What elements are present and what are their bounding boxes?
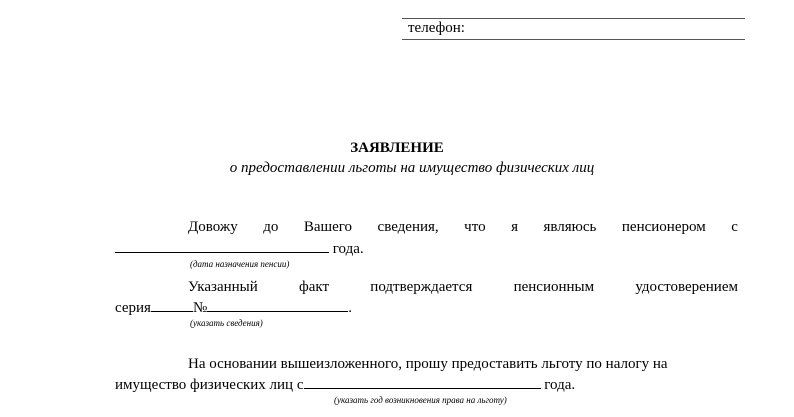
paragraph2-line2 (115, 298, 352, 317)
phone-label: телефон: (408, 20, 465, 36)
p1-word: Вашего (303, 219, 353, 235)
p2-word: подтверждается (370, 279, 473, 295)
paragraph1-line2 (115, 239, 364, 258)
benefit-year-blank[interactable] (304, 375, 541, 389)
p1-word: сведения, (377, 219, 439, 235)
number-sign: № (192, 300, 208, 316)
p3-line2-prefix: имущество физических лиц с (115, 377, 304, 393)
pension-date-note: (дата назначения пенсии) (190, 259, 290, 269)
p1-word: до (263, 219, 279, 235)
top-rule (402, 18, 745, 19)
certificate-note: (указать сведения) (190, 318, 263, 328)
certificate-number-blank[interactable] (207, 298, 348, 312)
document-subtitle: о предоставлении льготы на имущество физических лиц (229, 160, 595, 176)
p1-word: пенсионером (621, 219, 706, 235)
p2-line2-suffix: . (348, 300, 352, 316)
p1-word: являюсь (543, 219, 597, 235)
p2-word: факт (299, 279, 330, 295)
benefit-year-note: (указать год возникновения права на льготу) (334, 395, 507, 405)
phone-rule (402, 39, 745, 40)
p1-word: что (464, 219, 486, 235)
p1-word: я (511, 219, 518, 235)
p1-word: Довожу (188, 219, 238, 235)
p1-word: с (731, 219, 738, 235)
pension-date-blank[interactable] (115, 239, 329, 253)
paragraph1-line1 (188, 219, 738, 236)
series-blank[interactable] (151, 298, 193, 312)
p2-word: удостоверением (635, 279, 738, 295)
series-label: серия (115, 300, 151, 316)
p2-word: пенсионным (513, 279, 595, 295)
paragraph3-line2 (115, 375, 575, 394)
document-title: ЗАЯВЛЕНИЕ (350, 140, 444, 156)
paragraph2-line1 (188, 279, 738, 296)
p3-line2-suffix: года. (540, 377, 576, 393)
p1-line2-suffix: года. (329, 241, 364, 257)
p2-word: Указанный (188, 279, 258, 295)
paragraph3-line1: На основании вышеизложенного, прошу предоставить льготу по налогу на (188, 356, 668, 372)
